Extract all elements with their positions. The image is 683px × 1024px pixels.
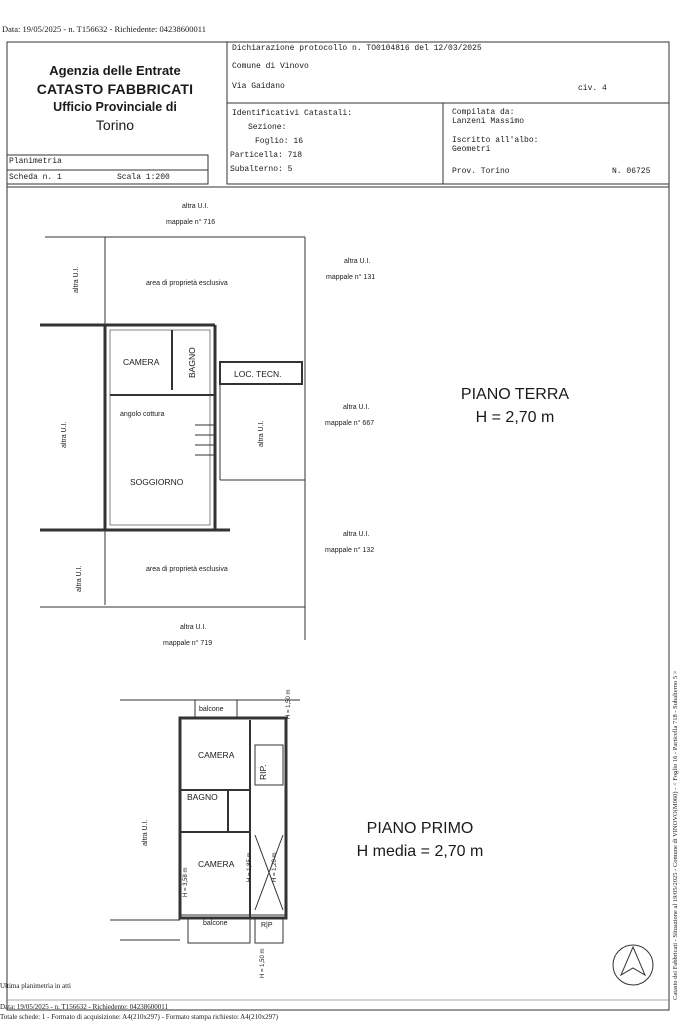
rp-label: R|P [261, 922, 273, 929]
room-camera-primo: CAMERA [198, 750, 235, 760]
mappale-131: mappale n° 131 [326, 274, 376, 281]
particella: Particella: 718 [230, 151, 303, 160]
balcone-top: balcone [199, 706, 224, 713]
mappale-667: mappale n° 667 [325, 420, 375, 427]
altra-ui-132: altra U.I. [343, 531, 370, 538]
ufficio-title: Ufficio Provinciale di [53, 100, 177, 114]
comune: Comune di Vinovo [232, 62, 309, 71]
sezione: Sezione: [248, 123, 287, 132]
first-floor-plan [110, 700, 300, 943]
room-bagno: BAGNO [187, 347, 197, 378]
piano-terra-height: H = 2,70 m [475, 409, 555, 426]
provincia: Prov. Torino [452, 167, 510, 176]
protocol-line: Dichiarazione protocollo n. TO0104816 del 12/03/2025 [232, 44, 482, 53]
piano-primo-height: H media = 2,70 m [356, 843, 484, 860]
footer-totale-line: Totale schede: 1 - Formato di acquisizione: A4(210x297) - Formato stampa richiesto: A4(210x297) [0, 1013, 278, 1021]
altra-ui-middle: altra U.I. [258, 420, 265, 447]
iscritto-title: Iscritto all'albo: [452, 136, 539, 145]
scheda-label: Scheda n. 1 [9, 173, 62, 182]
iscritto-valore: Geometri [452, 145, 491, 154]
ufficio-city: Torino [95, 117, 135, 133]
foglio: Foglio: 16 [255, 137, 304, 146]
area-esclusiva-top: area di proprietà esclusiva [146, 280, 228, 287]
altra-ui-left-bottom: altra U.I. [76, 565, 83, 592]
subalterno: Subalterno: 5 [230, 165, 293, 174]
room-rip: RIP. [258, 764, 268, 780]
scala-label: Scala 1:200 [117, 173, 170, 182]
altra-ui-bottom: altra U.I. [180, 624, 207, 631]
area-esclusiva-bottom: area di proprietà esclusiva [146, 566, 228, 573]
footer-data-line: Data: 19/05/2025 - n. T156632 - Richiedente: 04238600011 [0, 1003, 168, 1011]
mappale-132: mappale n° 132 [325, 547, 375, 554]
height-185: H = 1,85 m [247, 852, 253, 882]
altra-ui-131: altra U.I. [344, 258, 371, 265]
height-150-bottom: H = 1,50 m [260, 948, 266, 978]
height-358: H = 3,58 m [183, 867, 189, 897]
piano-terra-title: PIANO TERRA [460, 386, 570, 403]
altra-ui-left-top: altra U.I. [73, 266, 80, 293]
altra-ui-primo: altra U.I. [142, 819, 149, 846]
balcone-bottom: balcone [203, 920, 228, 927]
numero-albo: N. 06725 [612, 167, 651, 176]
compilata-title: Compilata da: [452, 108, 515, 117]
altra-ui-left-mid: altra U.I. [61, 421, 68, 448]
catasto-title: CATASTO FABBRICATI [36, 81, 194, 97]
identificativi-title: Identificativi Catastali: [232, 109, 353, 118]
header-top-line: Data: 19/05/2025 - n. T156632 - Richiedente: 04238600011 [2, 24, 206, 34]
ultima-planimetria: Ultima planimetria in atti [0, 982, 71, 990]
agency-name: Agenzia delle Entrate [49, 63, 181, 78]
room-soggiorno: SOGGIORNO [130, 477, 184, 487]
altra-ui-667: altra U.I. [343, 404, 370, 411]
civico: civ. 4 [578, 84, 607, 93]
height-150-top: H = 1,50 m [286, 689, 292, 719]
height-120: H = 1,20 m [272, 852, 278, 882]
room-bagno-primo: BAGNO [187, 792, 218, 802]
room-camera: CAMERA [123, 357, 160, 367]
via: Via Gaidano [232, 82, 285, 91]
room-loc-tecn: LOC. TECN. [234, 369, 282, 379]
side-situazione-text: Catasto dei Fabbricati - Situazione al 19/05/2025 - Comune di VINOVO(M060) - < Foglio 16 - Particella 718 - Subalterno 5 > [672, 670, 679, 1000]
mappale-716: mappale n° 716 [166, 219, 216, 226]
north-arrow-icon [613, 945, 653, 985]
room-angolo-cottura: angolo cottura [120, 411, 165, 418]
room-camera-primo-2: CAMERA [198, 859, 235, 869]
piano-primo-title: PIANO PRIMO [366, 820, 474, 837]
planimetria-label: Planimetria [9, 157, 62, 166]
altra-ui-top: altra U.I. [182, 203, 209, 210]
compilata-nome: Lanzeni Massimo [452, 117, 525, 126]
mappale-719: mappale n° 719 [163, 640, 213, 647]
